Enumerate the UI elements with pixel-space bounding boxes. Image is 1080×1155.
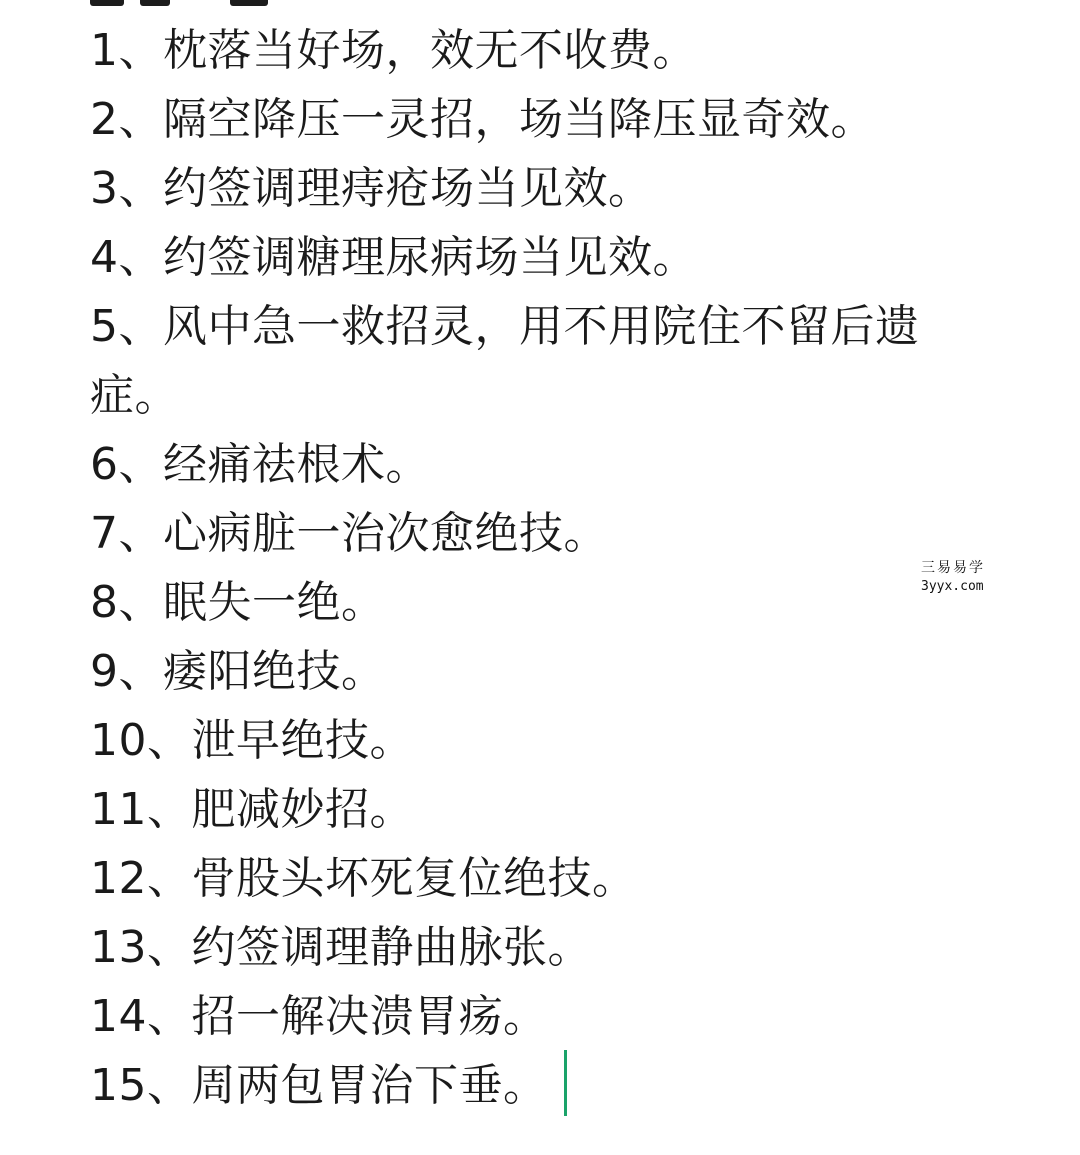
list-item: 3、约签调理痔疮场当见效。 [90, 163, 653, 214]
list-item-text: 15、周两包胃治下垂。 [90, 1060, 548, 1111]
cropped-glyph [90, 0, 124, 6]
list-item: 4、约签调糖理尿病场当见效。 [90, 232, 697, 283]
list-item: 11、肥减妙招。 [90, 784, 414, 835]
list-item: 13、约签调理静曲脉张。 [90, 922, 592, 973]
cropped-glyph [230, 0, 268, 6]
list-item: 10、泄早绝技。 [90, 715, 414, 766]
list-item-last [90, 1051, 990, 1120]
list-item: 7、心病脏一治次愈绝技。 [90, 508, 608, 559]
list-item: 6、经痛祛根术。 [90, 439, 430, 490]
list-item: 8、眠失一绝。 [90, 577, 386, 628]
watermark [826, 553, 1080, 603]
list-item: 9、痿阳绝技。 [90, 646, 386, 697]
list-item: 12、骨股头坏死复位绝技。 [90, 853, 637, 904]
text-cursor-caret[interactable] [564, 1050, 567, 1116]
watermark-url: 3yyx.com [921, 579, 984, 594]
list-item: 2、隔空降压一灵招，场当降压显奇效。 [90, 94, 875, 145]
cropped-heading-fragment [90, 0, 290, 6]
list-item: 5、风中急一救招灵，用不用院住不留后遗症。 [90, 301, 920, 421]
cropped-glyph [140, 0, 170, 6]
list-item: 14、招一解决溃胃疡。 [90, 991, 548, 1042]
list-item: 1、枕落当好场，效无不收费。 [90, 25, 697, 76]
watermark-name: 三易易学 [921, 560, 985, 576]
